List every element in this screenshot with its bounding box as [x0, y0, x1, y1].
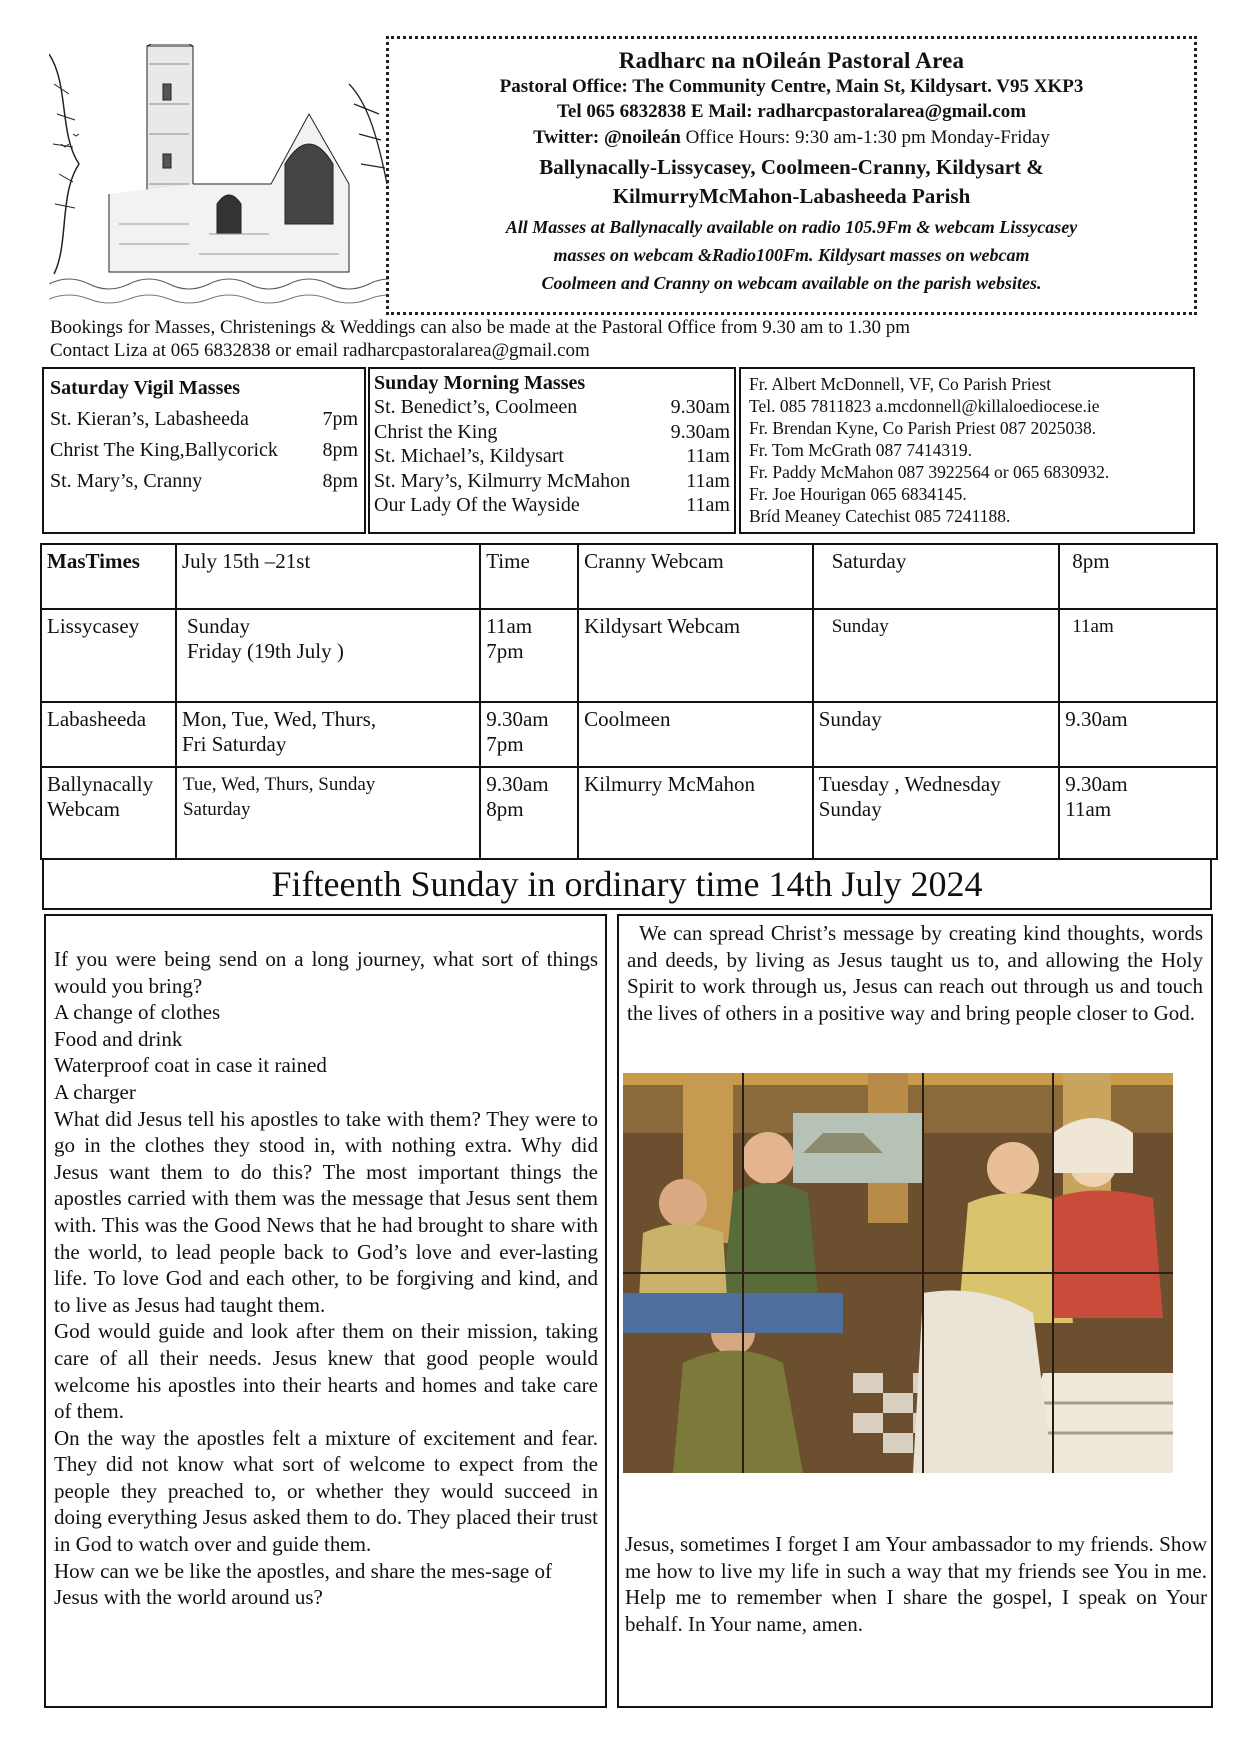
clergy-line: Fr. Brendan Kyne, Co Parish Priest 087 2025038.	[749, 418, 1097, 438]
twitter-handle: Twitter: @noileán	[533, 127, 681, 148]
table-cell: Kildysart Webcam	[578, 609, 813, 702]
mass-row	[374, 469, 730, 494]
mass-row	[374, 420, 730, 445]
sunday-title-banner: Fifteenth Sunday in ordinary time 14th July 2024	[42, 858, 1212, 910]
table-cell: 11am	[1059, 609, 1217, 702]
paragraph: God would guide and look after them on their mission, taking care of all their needs. Jesus knew that good people would welcome his apostles into their hearts and homes and take care of them.	[54, 1319, 598, 1424]
church-name: St. Mary’s, Kilmurry McMahon	[374, 469, 631, 492]
table-cell: Mon, Tue, Wed, Thurs, Fri Saturday	[176, 702, 480, 767]
webcam-info	[389, 213, 1194, 297]
church-name: St. Michael’s, Kildysart	[374, 445, 564, 467]
clergy-line: Bríd Meaney Catechist 085 7241188.	[749, 506, 1011, 526]
table-cell: 9.30am 11am	[1059, 767, 1217, 859]
table-cell: Time	[480, 544, 578, 609]
mass-time: 8pm	[322, 439, 358, 461]
church-name: St. Kieran’s, Labasheeda	[50, 408, 249, 430]
table-cell: Ballynacally Webcam	[41, 767, 176, 859]
mass-row	[50, 435, 358, 466]
table-cell: Tuesday , Wednesday Sunday	[813, 767, 1060, 859]
list-item: A change of clothes	[54, 1000, 221, 1025]
stained-glass-image	[623, 1073, 1173, 1473]
church-illustration	[49, 44, 389, 312]
table-row	[41, 767, 1217, 859]
webcam-line-1: All Masses at Ballynacally available on radio 105.9Fm & webcam Lissycasey	[505, 217, 1078, 237]
table-cell: Sunday Friday (19th July )	[176, 609, 480, 702]
mass-time: 7pm	[322, 408, 358, 430]
mass-time: 8pm	[322, 470, 358, 492]
mass-row	[50, 404, 358, 435]
office-hours: Office Hours: 9:30 am-1:30 pm Monday-Friday	[685, 127, 1050, 148]
table-cell: 8pm	[1059, 544, 1217, 609]
church-name: Christ The King,Ballycorick	[50, 439, 278, 461]
clergy-line: Tel. 085 7811823 a.mcdonnell@killaloediocese.ie	[749, 396, 1100, 416]
church-name: Our Lady Of the Wayside	[374, 494, 580, 516]
table-cell: Sunday	[813, 702, 1060, 767]
parishes-line-1: Ballynacally-Lissycasey, Coolmeen-Cranny, Kildysart &	[539, 155, 1044, 179]
paragraph: On the way the apostles felt a mixture of excitement and fear. They did not know what sort of welcome to expect from the people they preached to, or whether they would succeed in doing everything Jesus asked them to do. They placed their trust in God to watch over and guide them.	[54, 1425, 598, 1557]
mass-row	[374, 444, 730, 469]
bookings-line-1: Bookings for Masses, Christenings & Weddings can also be made at the Pastoral Office from 9.30 am to 1.30 pm	[50, 317, 911, 338]
mass-row	[50, 466, 358, 497]
bookings-line-2: Contact Liza at 065 6832838 or email radharcpastoralarea@gmail.com	[50, 340, 590, 361]
table-cell: July 15th –21st	[176, 544, 480, 609]
table-row	[41, 702, 1217, 767]
clergy-contacts-box	[739, 367, 1195, 534]
table-cell: Cranny Webcam	[578, 544, 813, 609]
list-item: A charger	[54, 1079, 136, 1104]
table-cell: MasTimes	[41, 544, 176, 609]
church-name: Christ the King	[374, 420, 498, 443]
pastoral-area-title: Radharc na nOileán Pastoral Area	[618, 48, 965, 73]
saturday-heading: Saturday Vigil Masses	[50, 377, 241, 399]
table-row	[41, 609, 1217, 702]
sunday-morning-masses-box	[368, 367, 736, 534]
table-row	[41, 544, 1217, 609]
mass-row	[374, 493, 730, 518]
mass-time: 11am	[686, 469, 730, 492]
table-cell: Coolmeen	[578, 702, 813, 767]
pastoral-office-address: Pastoral Office: The Community Centre, Main St, Kildysart. V95 XKP3	[499, 76, 1084, 97]
table-cell: Saturday	[813, 544, 1060, 609]
contact-line: Tel 065 6832838 E Mail: radharcpastoralarea@gmail.com	[556, 101, 1027, 122]
table-cell: Labasheeda	[41, 702, 176, 767]
table-cell: Kilmurry McMahon	[578, 767, 813, 859]
table-cell: 9.30am 8pm	[480, 767, 578, 859]
clergy-line: Fr. Joe Hourigan 065 6834145.	[749, 484, 967, 504]
table-cell: 11am 7pm	[480, 609, 578, 702]
table-cell: Tue, Wed, Thurs, Sunday Saturday	[176, 767, 480, 859]
table-cell: Sunday	[813, 609, 1060, 702]
parishes-line-2: KilmurryMcMahon-Labasheeda Parish	[612, 184, 971, 208]
webcam-line-2: masses on webcam &Radio100Fm. Kildysart masses on webcam	[553, 245, 1030, 265]
clergy-line: Fr. Paddy McMahon 087 3922564 or 065 6830932.	[749, 462, 1110, 482]
mass-time: 11am	[686, 494, 730, 516]
church-name: St. Benedict’s, Coolmeen	[374, 396, 578, 418]
table-cell: 9.30am 7pm	[480, 702, 578, 767]
clergy-line: Fr. Albert McDonnell, VF, Co Parish Priest	[749, 374, 1052, 394]
paragraph: What did Jesus tell his apostles to take with them? They were to go in the clothes they stood in, with nothing extra. Why did Jesus want them to do this? The most important things the apostles carried with them was the message that Jesus sent them with. This was the Good News that he had brought to share with the world, to lead people back to God’s love and ever-lasting life. To love God and each other, to be forgiving and kind, and to live as Jesus had taught them.	[54, 1106, 598, 1317]
paragraph: How can we be like the apostles, and share the mes-sage of Jesus with the world around us?	[54, 1558, 552, 1610]
header-box	[386, 36, 1197, 315]
bookings-notice	[50, 316, 1200, 362]
paragraph: If you were being send on a long journey, what sort of things would you bring?	[54, 947, 598, 998]
church-name: St. Mary’s, Cranny	[50, 470, 203, 492]
reflection-left-column	[44, 914, 607, 1708]
mass-row	[374, 395, 730, 420]
twitter-office-hours-line	[389, 127, 1194, 149]
sunday-heading: Sunday Morning Masses	[374, 372, 586, 394]
list-item: Food and drink	[54, 1026, 183, 1051]
mass-time: 9.30am	[670, 396, 730, 418]
mass-times-table	[40, 543, 1218, 860]
mass-time: 11am	[686, 445, 730, 467]
table-cell: 9.30am	[1059, 702, 1217, 767]
clergy-line: Fr. Tom McGrath 087 7414319.	[749, 440, 973, 460]
webcam-line-3: Coolmeen and Cranny on webcam available on the parish websites.	[541, 273, 1042, 293]
table-cell: Lissycasey	[41, 609, 176, 702]
saturday-vigil-masses-box	[42, 367, 366, 534]
prayer-text: Jesus, sometimes I forget I am Your ambassador to my friends. Show me how to live my life in such a way that my friends see You in me. Help me to remember when I share the gospel, I speak on Your behalf. In Your name, amen.	[625, 1532, 1207, 1636]
parishes	[389, 153, 1194, 211]
list-item: Waterproof coat in case it rained	[54, 1053, 327, 1078]
intro-paragraph: We can spread Christ’s message by creating kind thoughts, words and deeds, by living as Jesus taught us to, and allowing the Holy Spirit to work through us, Jesus can reach out through us and touch the lives of others in a positive way and bring people closer to God.	[627, 921, 1203, 1025]
mass-time: 9.30am	[670, 420, 730, 443]
